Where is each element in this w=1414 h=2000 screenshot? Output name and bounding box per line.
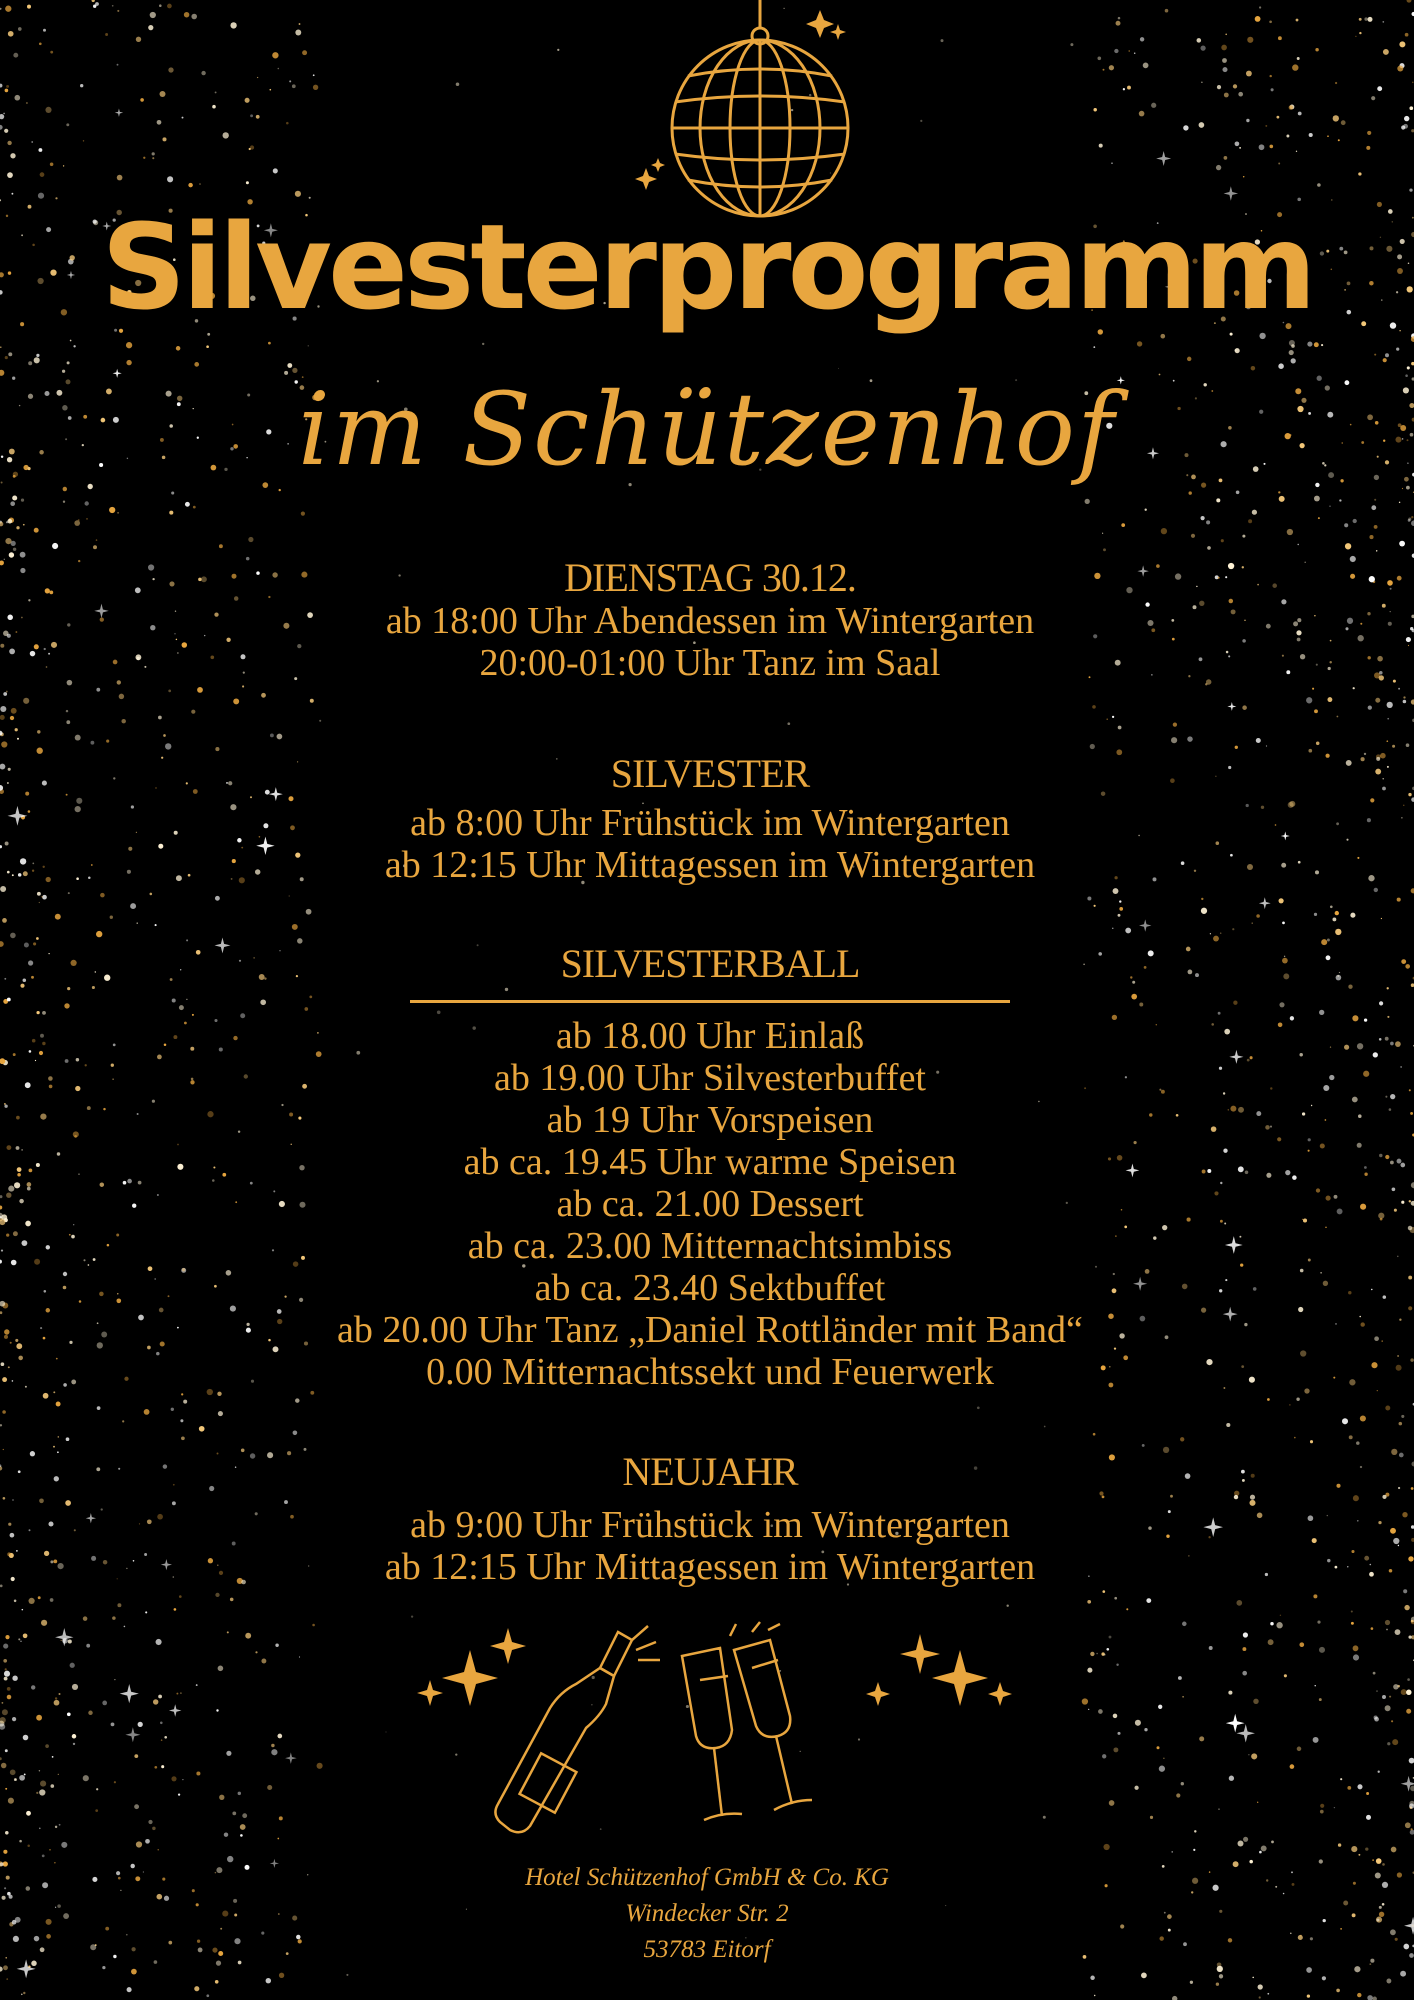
program-line: ab 20.00 Uhr Tanz „Daniel Rottländer mit Band“	[337, 1309, 1083, 1351]
section-heading: DIENSTAG 30.12.	[564, 555, 856, 600]
champagne-glasses-icon	[682, 1622, 812, 1820]
program-line: ab 12:15 Uhr Mittagessen im Wintergarten	[384, 844, 1036, 886]
heading-divider	[410, 1000, 1010, 1003]
program-line: ab 19 Uhr Vorspeisen	[546, 1099, 874, 1141]
program-line: ab 9:00 Uhr Frühstück im Wintergarten	[410, 1504, 1010, 1546]
program-line: 20:00-01:00 Uhr Tanz im Saal	[479, 642, 941, 684]
city-address: 53783 Eitorf	[643, 1936, 771, 1963]
program-line: ab ca. 23.00 Mitternachtsimbiss	[467, 1225, 953, 1267]
section-heading: SILVESTER	[610, 751, 810, 796]
program-line: ab ca. 19.45 Uhr warme Speisen	[463, 1141, 957, 1183]
program-line: ab 8:00 Uhr Frühstück im Wintergarten	[410, 802, 1010, 844]
section-heading: NEUJAHR	[622, 1449, 798, 1494]
section-dienstag	[180, 556, 1240, 684]
champagne-illustration	[400, 1620, 1020, 1850]
footer-address	[0, 1860, 1414, 1968]
section-neujahr	[180, 1450, 1240, 1588]
section-heading: SILVESTERBALL	[560, 941, 860, 986]
street-address: Windecker Str. 2	[625, 1900, 789, 1927]
page-title: Silvesterprogramm	[101, 198, 1313, 336]
section-silvester	[180, 752, 1240, 886]
page-subtitle: im Schützenhof	[298, 371, 1116, 488]
program-line: ab 18:00 Uhr Abendessen im Wintergarten	[385, 600, 1035, 642]
program-line: ab 12:15 Uhr Mittagessen im Wintergarten	[384, 1546, 1036, 1588]
program-line: ab 19.00 Uhr Silvesterbuffet	[494, 1057, 926, 1099]
sparkle-icon	[417, 1628, 1012, 1706]
program-line: ab 18.00 Uhr Einlaß	[555, 1015, 865, 1057]
section-silvesterball	[180, 942, 1240, 1393]
program-line: ab ca. 23.40 Sektbuffet	[534, 1267, 886, 1309]
company-name: Hotel Schützenhof GmbH & Co. KG	[525, 1864, 889, 1891]
program-line: 0.00 Mitternachtssekt und Feuerwerk	[426, 1351, 994, 1393]
champagne-bottle-icon	[495, 1626, 660, 1832]
program-line: ab ca. 21.00 Dessert	[556, 1183, 864, 1225]
